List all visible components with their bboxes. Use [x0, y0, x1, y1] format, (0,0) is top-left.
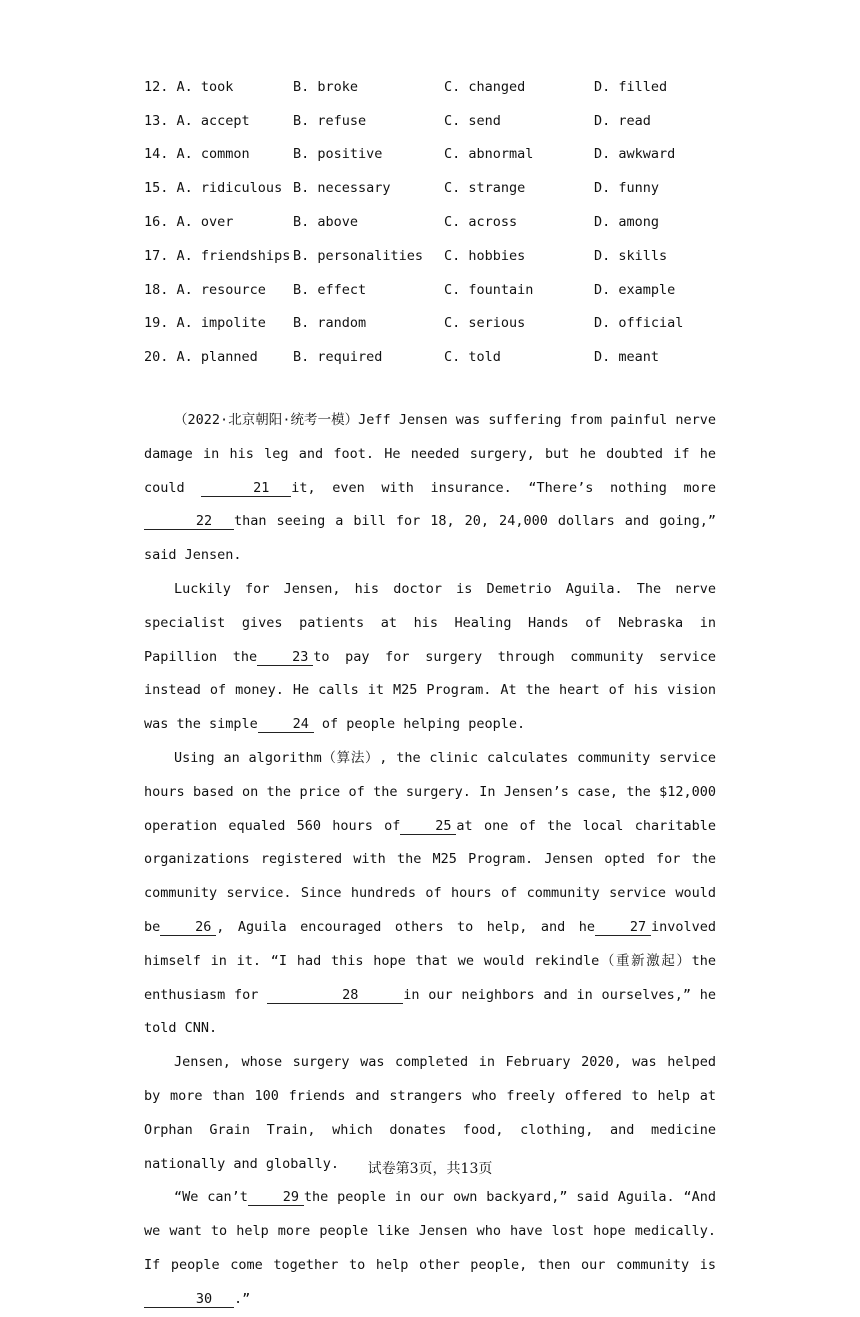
- answer-blank: 27: [595, 919, 651, 936]
- option-d: D. among: [594, 214, 660, 231]
- option-c: C. fountain: [444, 281, 534, 298]
- answer-blank: 30: [144, 1291, 234, 1308]
- option-a: A. ridiculous: [176, 180, 283, 197]
- option-b: B. personalities: [293, 247, 424, 264]
- passage-text: in our neighbors and in ourselves,” he told CNN.: [144, 986, 717, 1037]
- answer-blank: 28: [267, 987, 403, 1004]
- option-row: [144, 307, 724, 341]
- option-row: [144, 273, 724, 307]
- answer-blank: 23: [257, 649, 313, 666]
- option-d: D. read: [594, 112, 651, 129]
- option-row: [144, 239, 724, 273]
- option-row: [144, 340, 724, 374]
- option-d: D. filled: [594, 78, 668, 95]
- question-number: 16.: [144, 214, 169, 231]
- passage-text: at one of the local charitable organizations registered with the M25 Program. Jensen opted for the community service. Since hundreds of hours of community service would be: [144, 817, 716, 935]
- option-d: D. skills: [594, 247, 668, 264]
- option-b: B. above: [293, 214, 359, 231]
- question-number: 12.: [144, 78, 169, 95]
- option-c: C. strange: [444, 180, 526, 197]
- question-number: 17.: [144, 247, 169, 264]
- option-row: [144, 205, 724, 239]
- paragraph-2: [144, 573, 716, 742]
- answer-blank: 25: [400, 818, 456, 835]
- option-a: A. took: [176, 78, 234, 95]
- option-a: A. accept: [176, 112, 250, 129]
- option-b: B. random: [293, 315, 367, 332]
- passage-text: “We can’t: [174, 1189, 248, 1206]
- answer-blank: 24: [258, 716, 314, 733]
- question-number: 18.: [144, 281, 169, 298]
- passage-text: Jensen, whose surgery was completed in February 2020, was helped by more than 100 friends and strangers who freely offered to help at Orphan Grain Train, which donates food, clothing, and medicine nationally and globally.: [144, 1054, 716, 1172]
- option-a: A. resource: [176, 281, 266, 298]
- option-b: B. effect: [293, 281, 367, 298]
- passage-text: of people helping people.: [313, 716, 526, 733]
- options-table: [144, 70, 724, 374]
- option-d: D. funny: [594, 180, 660, 197]
- question-number: 20.: [144, 349, 169, 366]
- passage-text: Using an algorithm（算法）, the clinic calculates community service hours based on the price of the surgery. In Jensen’s case, the $12,000 operation equaled 560 hours of: [144, 749, 716, 834]
- option-d: D. awkward: [594, 146, 676, 163]
- option-c: C. serious: [444, 315, 526, 332]
- option-row: [144, 104, 724, 138]
- passage-text: than seeing a bill for 18, 20, 24,000 dollars and going,” said Jensen.: [144, 513, 716, 564]
- option-d: D. example: [594, 281, 676, 298]
- options-body: [144, 70, 724, 374]
- option-b: B. necessary: [293, 180, 391, 197]
- option-a: A. impolite: [176, 315, 266, 332]
- option-row: [144, 171, 724, 205]
- passage-text: to pay for surgery through community service instead of money. He calls it M25 Program. At the heart of his vision was the simple: [144, 648, 716, 733]
- option-b: B. broke: [293, 78, 359, 95]
- option-row: [144, 138, 724, 172]
- option-row: [144, 70, 724, 104]
- question-number: 14.: [144, 146, 169, 163]
- passage-text: it, even with insurance. “There’s nothing more: [291, 479, 716, 496]
- option-b: B. required: [293, 349, 383, 366]
- option-c: C. send: [444, 112, 501, 129]
- option-c: C. abnormal: [444, 146, 534, 163]
- option-a: A. planned: [176, 349, 258, 366]
- cloze-passage: [144, 404, 716, 1317]
- passage-text: , Aguila encouraged others to help, and he: [216, 918, 595, 935]
- paragraph-3: [144, 742, 716, 1046]
- passage-text: the people in our own backyard,” said Aguila. “And we want to help more people like Jensen who have lost hope medically. If people come together to help other people, then our community is: [144, 1189, 716, 1273]
- answer-blank: 21: [201, 480, 291, 497]
- question-number: 15.: [144, 180, 169, 197]
- paragraph-5: [144, 1181, 716, 1316]
- option-c: C. across: [444, 214, 518, 231]
- passage-text: involved himself in it. “I had this hope that we would rekindle（重新激起）the enthusiasm for: [144, 918, 716, 1003]
- page-footer: 试卷第3页，共13页: [367, 1161, 493, 1177]
- question-number: 13.: [144, 112, 169, 129]
- question-number: 19.: [144, 315, 169, 332]
- passage-text: Luckily for Jensen, his doctor is Demetrio Aguila. The nerve specialist gives patients at his Healing Hands of Nebraska in Papillion the: [144, 580, 716, 665]
- paragraph-1: [144, 404, 716, 573]
- option-d: D. official: [594, 315, 684, 332]
- answer-blank: 26: [160, 919, 216, 936]
- option-b: B. positive: [293, 146, 383, 163]
- answer-blank: 22: [144, 513, 234, 530]
- passage-text: （2022·北京朝阳·统考一模）Jeff Jensen was suffering from painful nerve damage in his leg and foot. He needed surgery, but he doubted if he could: [144, 412, 716, 496]
- option-d: D. meant: [594, 349, 660, 366]
- passage-text: .”: [234, 1290, 251, 1307]
- option-b: B. refuse: [293, 112, 367, 129]
- option-a: A. common: [176, 146, 250, 163]
- answer-blank: 29: [248, 1189, 304, 1206]
- option-c: C. changed: [444, 78, 526, 95]
- option-a: A. over: [176, 214, 234, 231]
- option-c: C. hobbies: [444, 247, 526, 264]
- option-a: A. friendships: [176, 247, 291, 264]
- option-c: C. told: [444, 349, 501, 366]
